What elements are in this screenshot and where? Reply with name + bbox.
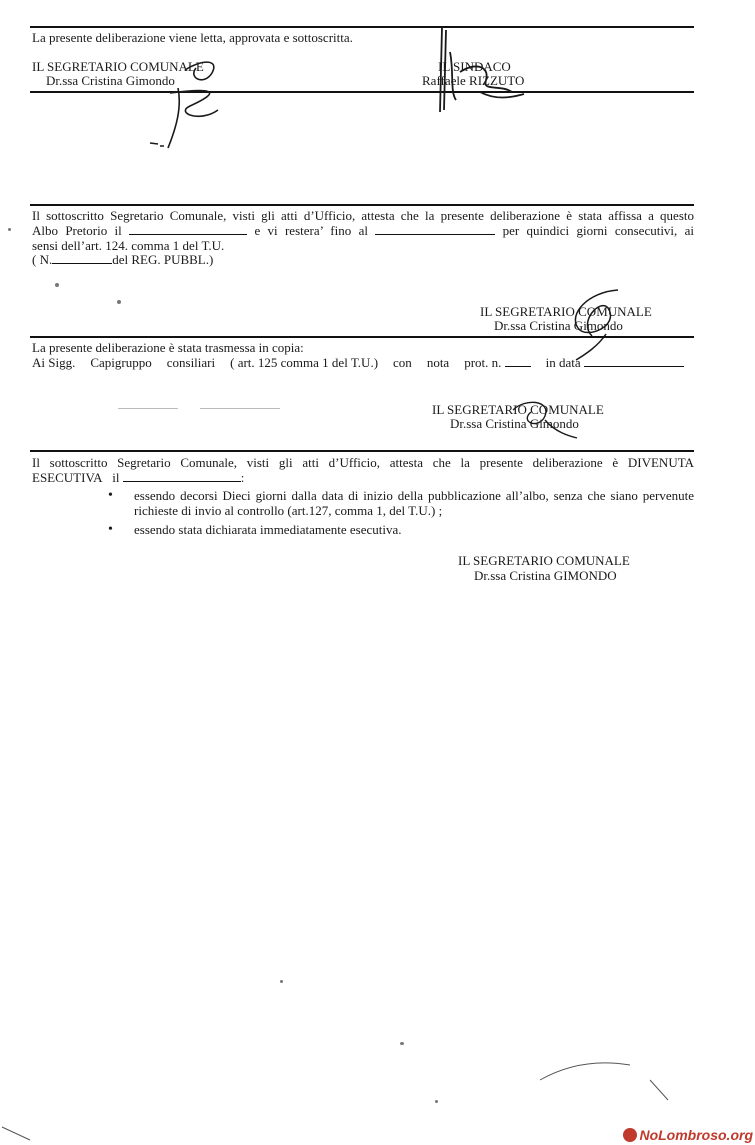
nota-label: nota bbox=[426, 355, 450, 370]
reg-pubbl-label: del REG. PUBBL.) bbox=[112, 252, 214, 267]
watermark bbox=[623, 1127, 753, 1143]
sindaco-title: IL SINDACO bbox=[438, 59, 511, 74]
rule-before-affissione bbox=[30, 204, 694, 206]
fino-al-date-blank bbox=[375, 223, 495, 235]
albo-il-label: il bbox=[114, 223, 122, 238]
segretario-name-4: Dr.ssa Cristina GIMONDO bbox=[474, 568, 617, 583]
in-data-group bbox=[546, 355, 684, 370]
esecutiva-il-label: il bbox=[112, 470, 120, 485]
trasmessa-line: La presente deliberazione è stata trasmessa in copia: bbox=[32, 340, 304, 355]
vi-restera-label: e vi restera’ fino al bbox=[254, 223, 368, 238]
prot-label: prot. n. bbox=[464, 355, 502, 370]
n-prefix: ( N. bbox=[32, 252, 53, 267]
prot-group bbox=[464, 355, 530, 370]
segretario-title-1: IL SEGRETARIO COMUNALE bbox=[32, 59, 204, 74]
capigruppo-line bbox=[32, 355, 684, 370]
scan-speck bbox=[435, 1100, 438, 1103]
con-label: con bbox=[393, 355, 412, 370]
reg-pubbl-line bbox=[32, 252, 213, 267]
ai-sigg-label: Ai Sigg. bbox=[32, 355, 76, 370]
sindaco-name: Raffaele RIZZUTO bbox=[422, 73, 525, 88]
esecutiva-paragraph bbox=[32, 455, 694, 470]
segretario-title-2: IL SEGRETARIO COMUNALE bbox=[480, 304, 652, 319]
albo-date-blank bbox=[129, 223, 247, 235]
segretario-name-1: Dr.ssa Cristina Gimondo bbox=[46, 73, 175, 88]
esecutiva-colon: : bbox=[240, 470, 245, 485]
capigruppo-label: Capigruppo bbox=[90, 355, 152, 370]
sensi-line: sensi dell’art. 124. comma 1 del T.U. bbox=[32, 238, 225, 253]
art-125-label: ( art. 125 comma 1 del T.U.) bbox=[230, 355, 379, 370]
segretario-name-2: Dr.ssa Cristina Gimondo bbox=[494, 318, 623, 333]
watermark-text: NoLombroso.org bbox=[639, 1127, 753, 1143]
condition-item: • essendo decorsi Dieci giorni dalla data di inizio della pubblicazione all’albo, senza che siano pervenute richieste di invio al controllo (art.127, comma 1, del T.U.) ; bbox=[108, 488, 694, 518]
segretario-title-4: IL SEGRETARIO COMUNALE bbox=[458, 553, 630, 568]
esecutiva-date-blank bbox=[123, 470, 241, 482]
in-data-label: in data bbox=[545, 355, 581, 370]
scan-speck bbox=[118, 408, 178, 409]
reg-number-blank bbox=[52, 252, 112, 264]
scan-speck bbox=[400, 1042, 404, 1045]
consiliari-label: consiliari bbox=[166, 355, 216, 370]
prot-number-blank bbox=[505, 355, 531, 367]
segretario-title-3: IL SEGRETARIO COMUNALE bbox=[432, 402, 604, 417]
scan-speck bbox=[200, 408, 280, 409]
condition-item: • essendo stata dichiarata immediatamente esecutiva. bbox=[108, 522, 694, 537]
quindici-giorni-label: per quindici giorni consecutivi, ai bbox=[502, 223, 695, 238]
rule-before-esecutiva bbox=[30, 450, 694, 452]
watermark-logo-icon bbox=[623, 1128, 637, 1142]
top-rule bbox=[30, 26, 694, 28]
segretario-name-3: Dr.ssa Cristina Gimondo bbox=[450, 416, 579, 431]
approval-intro: La presente deliberazione viene letta, approvata e sottoscritta. bbox=[32, 30, 353, 45]
in-data-blank bbox=[584, 355, 684, 367]
scan-speck bbox=[280, 980, 283, 983]
rule-before-trasmessa bbox=[30, 336, 694, 338]
scan-speck bbox=[55, 283, 59, 287]
esecutiva-label: ESECUTIVA bbox=[32, 470, 103, 485]
affissione-line-2 bbox=[32, 223, 694, 238]
esecutiva-date-line bbox=[32, 470, 244, 485]
rule-after-signatures bbox=[30, 91, 694, 93]
scan-speck bbox=[117, 300, 121, 304]
scan-speck bbox=[8, 228, 11, 231]
albo-pretorio-label: Albo Pretorio bbox=[32, 223, 108, 238]
esecutiva-line-1: Il sottoscritto Segretario Comunale, visti gli atti d’Ufficio, attesta che la presente deliberazione è DIVENUTA bbox=[32, 455, 694, 470]
esecutiva-conditions bbox=[108, 488, 694, 537]
affissione-paragraph bbox=[32, 208, 694, 238]
affissione-line-1: Il sottoscritto Segretario Comunale, visti gli atti d’Ufficio, attesta che la presente deliberazione è stata affissa a questo bbox=[32, 208, 694, 223]
